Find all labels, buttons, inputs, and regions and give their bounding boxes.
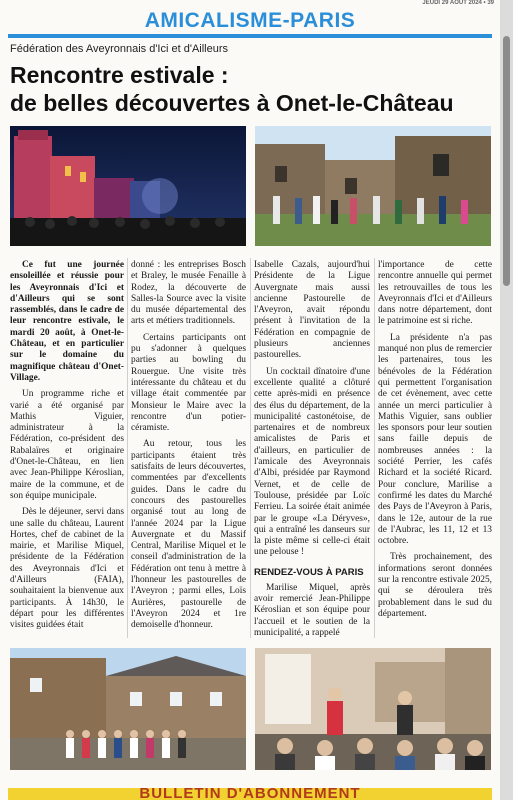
photo-castle-night <box>10 126 246 246</box>
article-column-3 <box>254 260 370 644</box>
article-paragraph: Très prochainement, des informations seront données sur la rencontre estivale 2025, qui se déroulera très probablement dans le sud du département. <box>378 552 492 619</box>
photo-interior-guests <box>255 648 491 770</box>
article-paragraph: Dès le déjeuner, servi dans une salle du château, Laurent Hortes, chef de cabinet de la mairie, et Marilise Miquel, présidente de la Fédération des Aveyronnais d'Ici et d'Ailleurs (FAIA), souhaitaient la bienvenue aux participants. À 14h30, le départ pour les différentes visites guidées était <box>10 507 124 631</box>
subscription-banner-label: BULLETIN D'ABONNEMENT <box>139 788 361 800</box>
article-kicker: Fédération des Aveyronnais d'Ici et d'Ailleurs <box>10 43 229 55</box>
article-paragraph: donné : les entreprises Bosch et Braley, le musée Fenaille à Rodez, la découverte de Salles-la Source avec la visite du musée départemental des arts et métiers traditionnels. <box>131 260 246 327</box>
column-divider <box>374 258 375 638</box>
running-head: JEUDI 29 AOÛT 2024 • 39 <box>422 0 494 6</box>
article-paragraph: Isabelle Cazals, aujourd'hui Présidente de la Ligue Auvergnate mais aussi ancienne Pastourelle de l'Aveyron, avait répondu présent à l'invitation de la Fédération en compagnie de plusieurs anciennes pastourelles. <box>254 260 370 361</box>
article-column-4 <box>378 260 492 625</box>
subscription-banner[interactable] <box>8 788 492 800</box>
rubric-title: AMICALISME-PARIS <box>144 9 356 32</box>
article-column-2 <box>131 260 246 637</box>
rubric-header <box>0 6 500 32</box>
article-headline <box>10 61 498 117</box>
column-divider <box>127 258 128 638</box>
article-paragraph: Un cocktail dînatoire d'une excellente qualité a clôturé cette après-midi en présence des élus du département, de la municipalité castonétoise, de partenaires et de nombreux amicalistes de Paris et d'ailleurs, en particulier de l'amicale des Aveyronnais d'Albi, présidée par Raymond Vernet, et de celle de Toulouse, présidée par Loïc Ferrieu. La soirée était animée par le groupe «La Déryves», qui a entraîné les danseurs sur la piste même si celle-ci était une pelouse ! <box>254 366 370 558</box>
article-paragraph: Au retour, tous les participants étaient très satisfaits de leurs découvertes, commentées par d'excellents guides. Dans le cadre du concours des pastourelles organisé tout au long de l'année 2024 par la Ligue Auvergnate et du Massif Central, Marilise Miquel et le conseil d'administration de la Fédération ont tenu à mettre à l'honneur les pastourelles de l'Aveyron ; parmi elles, Loïs Aurières, pastourelle de l'Aveyron 2024 et 1re demoiselle d'honneur. <box>131 439 246 631</box>
article-paragraph: Marilise Miquel, après avoir remercié Jean-Philippe Kéroslian et son équipe pour l'accueil et le soutien de la municipalité, a rappelé <box>254 582 370 638</box>
article-paragraph: Certains participants ont pu s'adonner à quelques parties au bowling du Rouergue. Une visite très intéressante du château et du village était commentée par Monsieur le Maire avec la rencontre d'un potier-céramiste. <box>131 332 246 434</box>
article-lead: Ce fut une journée ensoleillée et réussie pour les Aveyronnais d'Ici et d'Ailleurs qui se sont rassemblés, dans le cadre de leur rencontre estivale, le mardi 20 août, à Onet-le-Château, et en particulier sur le domaine du magnifique château d'Onet-Village. <box>10 260 124 383</box>
photo-group-castle <box>10 648 246 770</box>
article-paragraph: l'importance de cette rencontre annuelle qui permet les retrouvailles de tous les Aveyronnais d'Ici et d'Ailleurs dans notre département, dont le patrimoine est si riche. <box>378 260 492 327</box>
column-divider <box>250 258 251 638</box>
photo-village-visit <box>255 126 491 246</box>
article-column-1 <box>10 260 124 637</box>
scrollbar[interactable] <box>500 0 513 800</box>
headline-line-2: de belles découvertes à Onet-le-Château <box>10 90 454 116</box>
article-paragraph: Un programme riche et varié a été organisé par Mathis Viguier, administrateur à la Fédération, co-président des Rabalaïres et originaire d'Onet-le-Château, en lien avec Jean-Philippe Kéroslian, maire de la commune, et de son équipe municipale. <box>10 389 124 501</box>
scrollbar-thumb[interactable] <box>503 36 510 286</box>
article-paragraph: La présidente n'a pas manqué non plus de remercier les partenaires, tous les bénévoles de la Fédération qui permettent l'organisation de cet évènement, avec cette année un merci particulier à Mathis Viguier, sans oublier les sponsors pour leur soutien sans faille depuis de nombreuses années : la société Perrier, les cafés Richard et la société Ricard. Pour conclure, Marilise a confirmé les dates du Marché des Pays de l'Aveyron à Paris, dans le 12e, autour de la rue de l'Aubrac, les 11, 12 et 13 octobre. <box>378 332 492 547</box>
headline-line-1: Rencontre estivale : <box>10 62 229 88</box>
article-subheading: RENDEZ-VOUS À PARIS <box>254 566 364 578</box>
rubric-rule <box>8 34 492 38</box>
